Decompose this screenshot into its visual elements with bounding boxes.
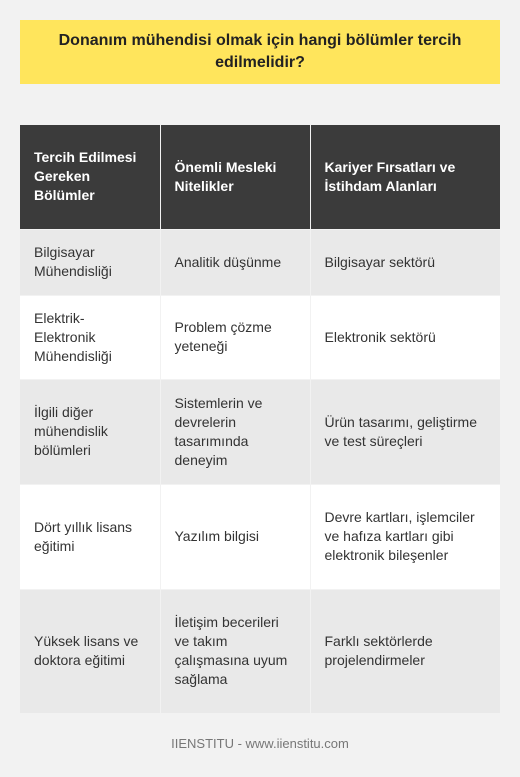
table-cell: İlgili diğer mühendislik bölümleri — [20, 379, 160, 484]
title-banner — [20, 20, 500, 84]
table-cell: Bilgisayar sektörü — [310, 229, 500, 295]
table-cell: Sistemlerin ve devrelerin tasarımında deneyim — [160, 379, 310, 484]
table-row — [20, 379, 500, 484]
table-row — [20, 589, 500, 713]
column-header-qualifications: Önemli Mesleki Nitelikler — [160, 125, 310, 229]
column-header-career: Kariyer Fırsatları ve İstihdam Alanları — [310, 125, 500, 229]
table-cell: Devre kartları, işlemciler ve hafıza kartları gibi elektronik bileşenler — [310, 484, 500, 589]
table-cell: Analitik düşünme — [160, 229, 310, 295]
table-cell: Yazılım bilgisi — [160, 484, 310, 589]
table-cell: Ürün tasarımı, geliştirme ve test süreçleri — [310, 379, 500, 484]
table-cell: İletişim becerileri ve takım çalışmasına uyum sağlama — [160, 589, 310, 713]
table-cell: Dört yıllık lisans eğitimi — [20, 484, 160, 589]
table-cell: Elektrik-Elektronik Mühendisliği — [20, 295, 160, 379]
table-cell: Problem çözme yeteneği — [160, 295, 310, 379]
table-row — [20, 229, 500, 295]
column-header-departments: Tercih Edilmesi Gereken Bölümler — [20, 125, 160, 229]
table-cell: Farklı sektörlerde projelendirmeler — [310, 589, 500, 713]
table-row — [20, 295, 500, 379]
table-header-row — [20, 125, 500, 229]
table-cell: Bilgisayar Mühendisliği — [20, 229, 160, 295]
table-cell: Elektronik sektörü — [310, 295, 500, 379]
page-title: Donanım mühendisi olmak için hangi bölümler tercih edilmelidir? — [58, 32, 462, 71]
footer-credit: IIENSTITU - www.iienstitu.com — [171, 736, 349, 751]
info-table — [20, 125, 500, 713]
table-row — [20, 484, 500, 589]
table-cell: Yüksek lisans ve doktora eğitimi — [20, 589, 160, 713]
